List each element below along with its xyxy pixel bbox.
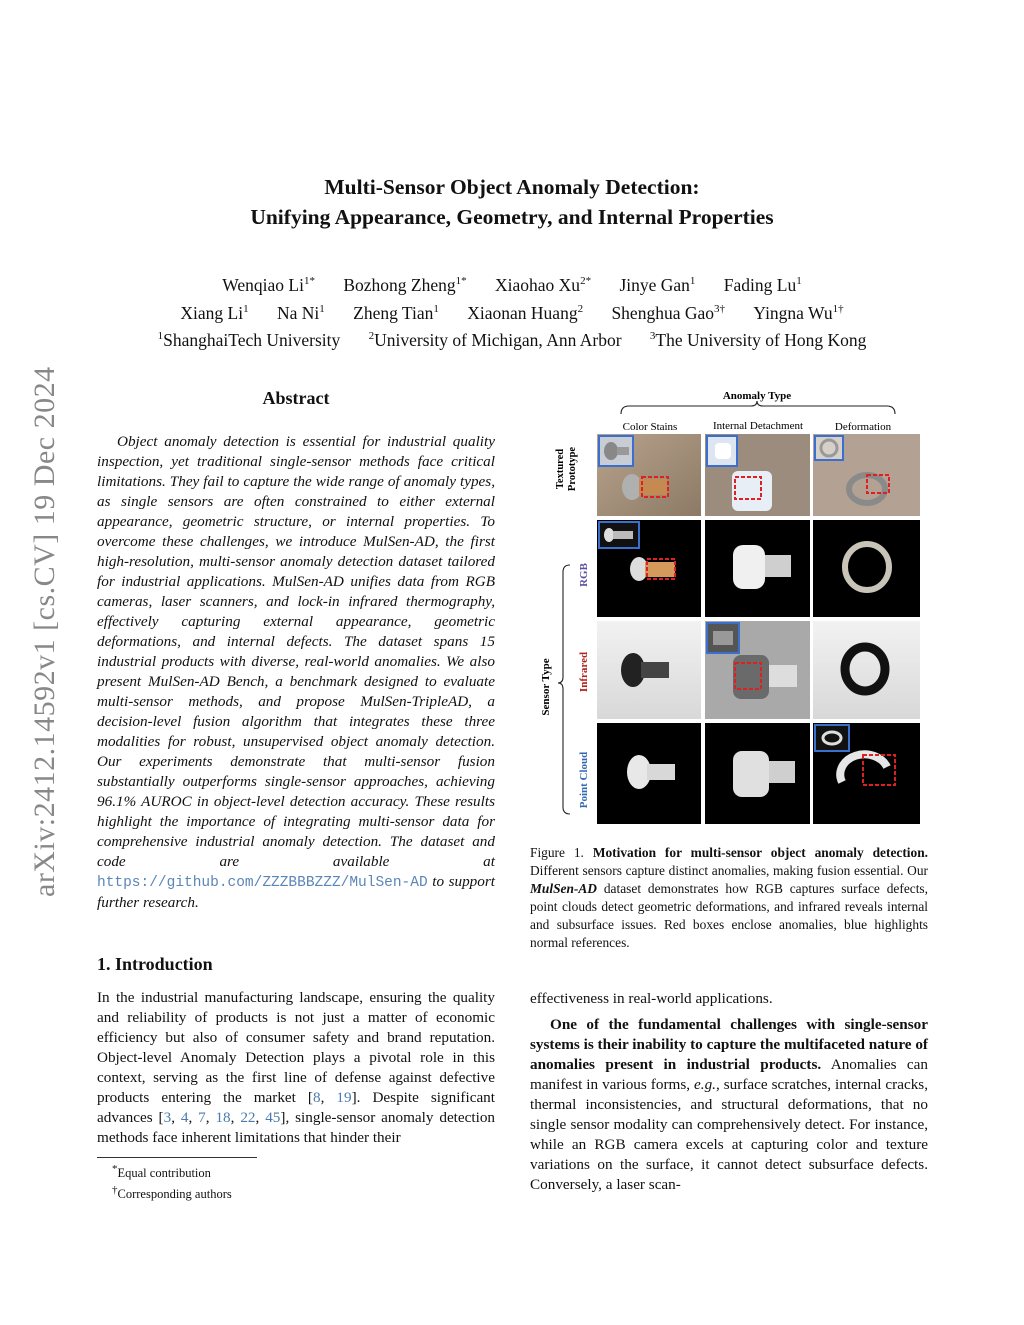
section-heading-introduction: 1. Introduction	[97, 954, 213, 974]
anomaly-type-label: Anomaly Type	[722, 390, 792, 402]
author: Yingna $Wu^{1\dagger}$	[753, 302, 844, 323]
abstract-body: Object anomaly detection is essential for industrial quality inspection, yet traditional single-sensor methods face critical limitations. They fail to capture the wide range of anomaly types, as single sensors are often constrained to either external appearance, geometric structure, or internal properties. To overcome these challenges, we introduce MulSen-AD, the first high-resolution, multi-sensor anomaly detection dataset tailored for industrial applications. MulSen-AD unifies data from RGB cameras, laser scanners, and lock-in infrared thermography, effectively capturing external appearance, geometric deformations, and internal defects. The dataset spans 15 industrial products with diverse, real-world anomalies. We also present MulSen-AD Bench, a benchmark designed to evaluate multi-sensor methods, and propose MulSen-TripleAD, a decision-level fusion algorithm that integrates these three modalities for robust, unsupervised object anomaly detection. Our experiments demonstrate that multi-sensor fusion substantially outperforms single-sensor approaches, achieving 96.1% AUROC in object-level detection accuracy. These results highlight the importance of integrating multi-sensor data for comprehensive industrial anomaly detection. The dataset and code are available at https://github.com/ZZZBBBZZZ/MulSen-AD to support further research.	[97, 433, 496, 911]
affiliation: $^2$University of Michigan, Ann Arbor	[368, 330, 622, 351]
citation-link[interactable]: 19	[336, 1089, 352, 1106]
author-block	[80, 269, 944, 352]
column-label-internal-detachment: Internal Detachment	[712, 420, 804, 432]
author: Jinye Gan$^1$	[619, 274, 696, 295]
figure-caption: Figure 1. Motivation for multi-sensor object anomaly detection. Different sensors capture distinct anomalies, making fusion essential. Our MulSen-AD dataset demonstrates how RGB captures surface defects, point clouds detect geometric deformations, and infrared reveals internal and subsurface issues. Red boxes enclose anomalies, blue highlights normal references.	[530, 845, 928, 950]
footnote: †Corresponding authors	[112, 1183, 232, 1201]
citation-link[interactable]: 3	[163, 1109, 172, 1126]
author: Shenghua Gao$^{3\dagger}$	[611, 302, 726, 323]
column-label-color-stains: Color Stains	[622, 421, 678, 433]
affiliation: $^3$The University of Hong Kong	[649, 330, 867, 351]
affiliation-row	[80, 325, 944, 353]
anomaly-brace	[621, 401, 895, 414]
author-row-1	[80, 269, 944, 297]
citation-link[interactable]: 8	[312, 1089, 321, 1106]
sensor-type-label: Sensor Type	[540, 658, 552, 716]
paper-title	[80, 172, 944, 232]
rgb-row	[597, 520, 920, 617]
infrared-row	[597, 621, 920, 719]
footnote-divider	[97, 1157, 257, 1158]
author: Xiang Li$^1$	[180, 302, 249, 323]
citation-link[interactable]: 4	[180, 1109, 189, 1126]
author: Bozhong Zheng$^{1*}$	[343, 274, 467, 295]
title-line-2: Unifying Appearance, Geometry, and Internal Properties	[250, 205, 774, 229]
arxiv-stamp: arXiv:2412.14592v1 [cs.CV] 19 Dec 2024	[28, 366, 61, 897]
figure-1	[537, 387, 937, 832]
paragraph: effectiveness in real-world applications.	[530, 990, 773, 1007]
right-column-text	[530, 989, 928, 1195]
author: Fading Lu$^1$	[723, 274, 802, 295]
footnote: *Equal contribution	[112, 1163, 211, 1181]
author: Na Ni$^1$	[276, 302, 325, 323]
citation-link[interactable]: 7	[198, 1109, 206, 1126]
citation-link[interactable]: 18	[215, 1109, 231, 1126]
paragraph: One of the fundamental challenges with single-sensor systems is their inability to capture the multifaceted nature of anomalies present in industrial products. Anomalies can manifest in various forms, e.g., surface scratches, internal cracks, thermal inconsistencies, and structural deformations, that no single sensor modality can comprehensively detect. For instance, while an RGB camera excels at capturing color and texture variations on the surface, it cannot detect subsurface defects. Conversely, a laser scan-	[530, 1016, 928, 1193]
point-cloud-row	[597, 723, 920, 824]
github-link[interactable]: https://github.com/ZZZBBBZZZ/MulSen-AD	[97, 875, 428, 891]
sensor-brace	[558, 565, 570, 814]
row-label-rgb: RGB	[578, 563, 590, 587]
row-label-point-cloud: Point Cloud	[578, 751, 590, 809]
affiliation: $^1$ShanghaiTech University	[157, 330, 341, 351]
footnotes	[112, 1161, 232, 1202]
title-line-1: Multi-Sensor Object Anomaly Detection:	[324, 175, 700, 199]
author-row-2	[80, 297, 944, 325]
intro-paragraph: In the industrial manufacturing landscape, ensuring the quality and reliability of products is not just a matter of economic efficiency but also of consumer safety and brand reputation. Object-level Anomaly Detection plays a pivotal role in this context, serving as the first line of defense against defective products entering the market [8, 19]. Despite significant advances [3, 4, 7, 18, 22, 45], single-sensor anomaly detection methods face inherent limitations that hinder their	[97, 989, 496, 1146]
author: Wenqiao $Li^{1*}$	[222, 274, 315, 295]
abstract-heading: Abstract	[262, 388, 330, 408]
citation-link[interactable]: 45	[265, 1109, 281, 1126]
row-label-textured: TexturedPrototype	[555, 446, 578, 492]
citation-link[interactable]: 22	[240, 1109, 256, 1126]
author: Xiaonan Huang$^2$	[467, 302, 584, 323]
column-label-deformation: Deformation	[834, 421, 892, 433]
textured-row	[597, 434, 920, 516]
row-label-infrared: Infrared	[578, 651, 590, 693]
author: Xiaohao $Xu^{2*}$	[495, 274, 592, 295]
author: Zheng Tian$^1$	[353, 302, 439, 323]
